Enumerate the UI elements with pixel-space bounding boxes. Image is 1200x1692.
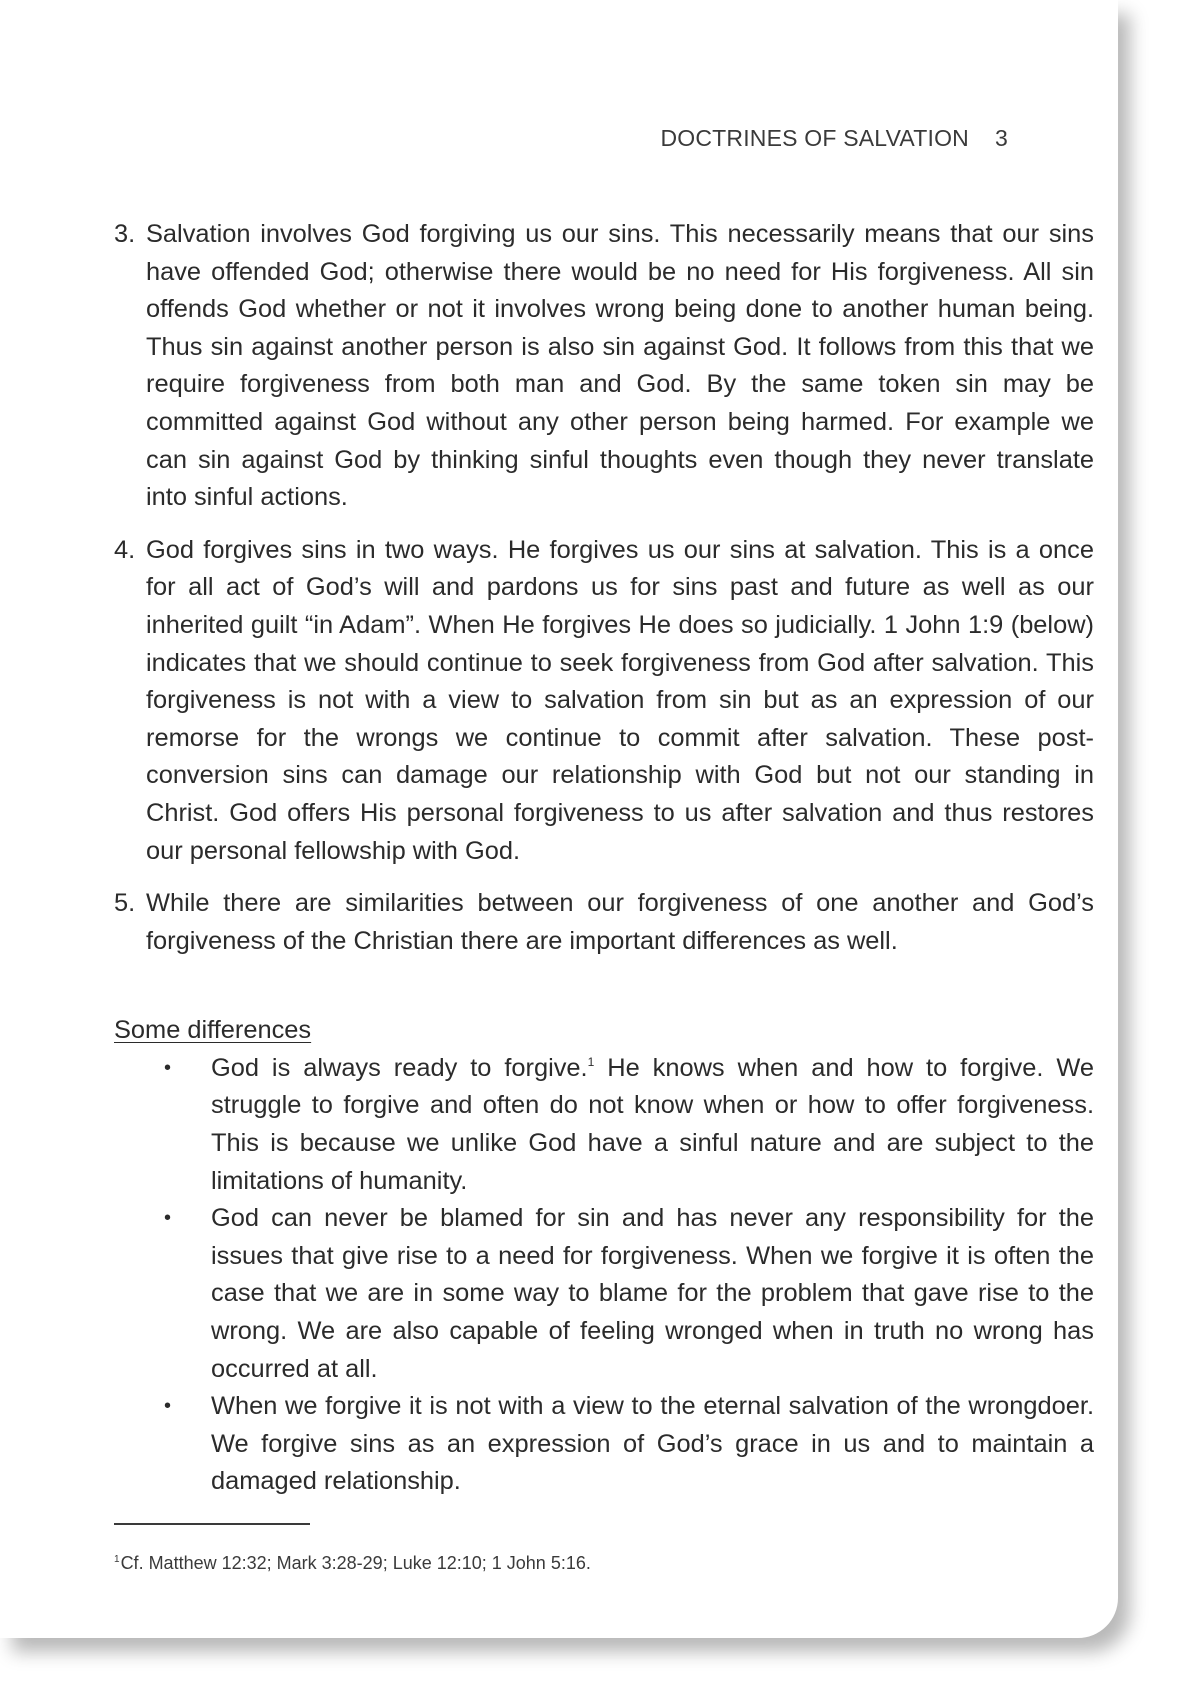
point-text: God forgives sins in two ways. He forgives us our sins at salvation. This is a once for all act of God’s will and pardons us for sins past and future as well as our inherited guilt “in Adam”. When He forgives He does so judicially. 1 John 1:9 (below) indicates that we should continue to seek forgiveness from God after salvation. This forgiveness is not with a view to salvation from sin but as an expression of our remorse for the wrongs we continue to commit after salvation. These post-conversion sins can damage our relationship with God but not our standing in Christ. God offers His personal forgiveness to us after salvation and thus restores our personal fellowship with God. <box>146 535 1094 865</box>
difference-item <box>114 1388 1094 1501</box>
footnote <box>114 1553 1094 1574</box>
page-body <box>114 216 1094 1574</box>
page-number: 3 <box>995 125 1008 151</box>
footnote-text: Cf. Matthew 12:32; Mark 3:28-29; Luke 12:10; 1 John 5:16. <box>120 1553 591 1573</box>
point-number: 5. <box>114 889 136 918</box>
bullet-icon: • <box>164 1207 172 1230</box>
running-header-title: DOCTRINES OF SALVATION <box>660 125 969 151</box>
bullet-icon: • <box>164 1395 172 1418</box>
point-text: While there are similarities between our forgiveness of one another and God’s forgiveness of the Christian there are important differences as well. <box>146 889 1094 955</box>
point-number: 3. <box>114 220 136 248</box>
numbered-point <box>114 885 1094 960</box>
footnote-divider <box>114 1523 310 1525</box>
numbered-point <box>114 532 1094 870</box>
differences-list <box>114 1050 1094 1501</box>
numbered-point <box>114 216 1094 517</box>
section-heading: Some differences <box>114 1016 312 1045</box>
difference-item <box>114 1200 1094 1388</box>
difference-text: God can never be blamed for sin and has never any responsibility for the issues that give rise to a need for forgiveness. When we forgive it is often the case that we are in some way to blame for the problem that gave rise to the wrong. We are also capable of feeling wronged when in truth no wrong has occurred at all. <box>211 1204 1094 1383</box>
footnote-marker: 1 <box>114 1554 120 1565</box>
point-text: Salvation involves God forgiving us our sins. This necessarily means that our sins have offended God; otherwise there would be no need for His forgiveness. All sin offends God whether or not it involves wrong being done to another human being. Thus sin against another person is also sin against God. It follows from this that we require forgiveness from both man and God. By the same token sin may be committed against God without any other person being harmed. For example we can sin against God by thinking sinful thoughts even though they never translate into sinful actions. <box>146 220 1094 512</box>
numbered-points <box>114 216 1094 960</box>
difference-item <box>114 1050 1094 1200</box>
running-header <box>660 125 1008 152</box>
difference-text-start: God is always ready to forgive. <box>211 1053 588 1082</box>
difference-text: When we forgive it is not with a view to the eternal salvation of the wrongdoer. We forgive sins as an expression of God’s grace in us and to maintain a damaged relationship. <box>211 1392 1094 1496</box>
difference-text-end: He knows when and how to forgive. We struggle to forgive and often do not know when or how to offer forgiveness. This is because we unlike God have a sinful nature and are subject to the limitations of humanity. <box>211 1053 1094 1195</box>
footnote-reference[interactable]: 1 <box>587 1054 595 1069</box>
point-number: 4. <box>114 535 136 564</box>
bullet-icon: • <box>164 1056 172 1079</box>
